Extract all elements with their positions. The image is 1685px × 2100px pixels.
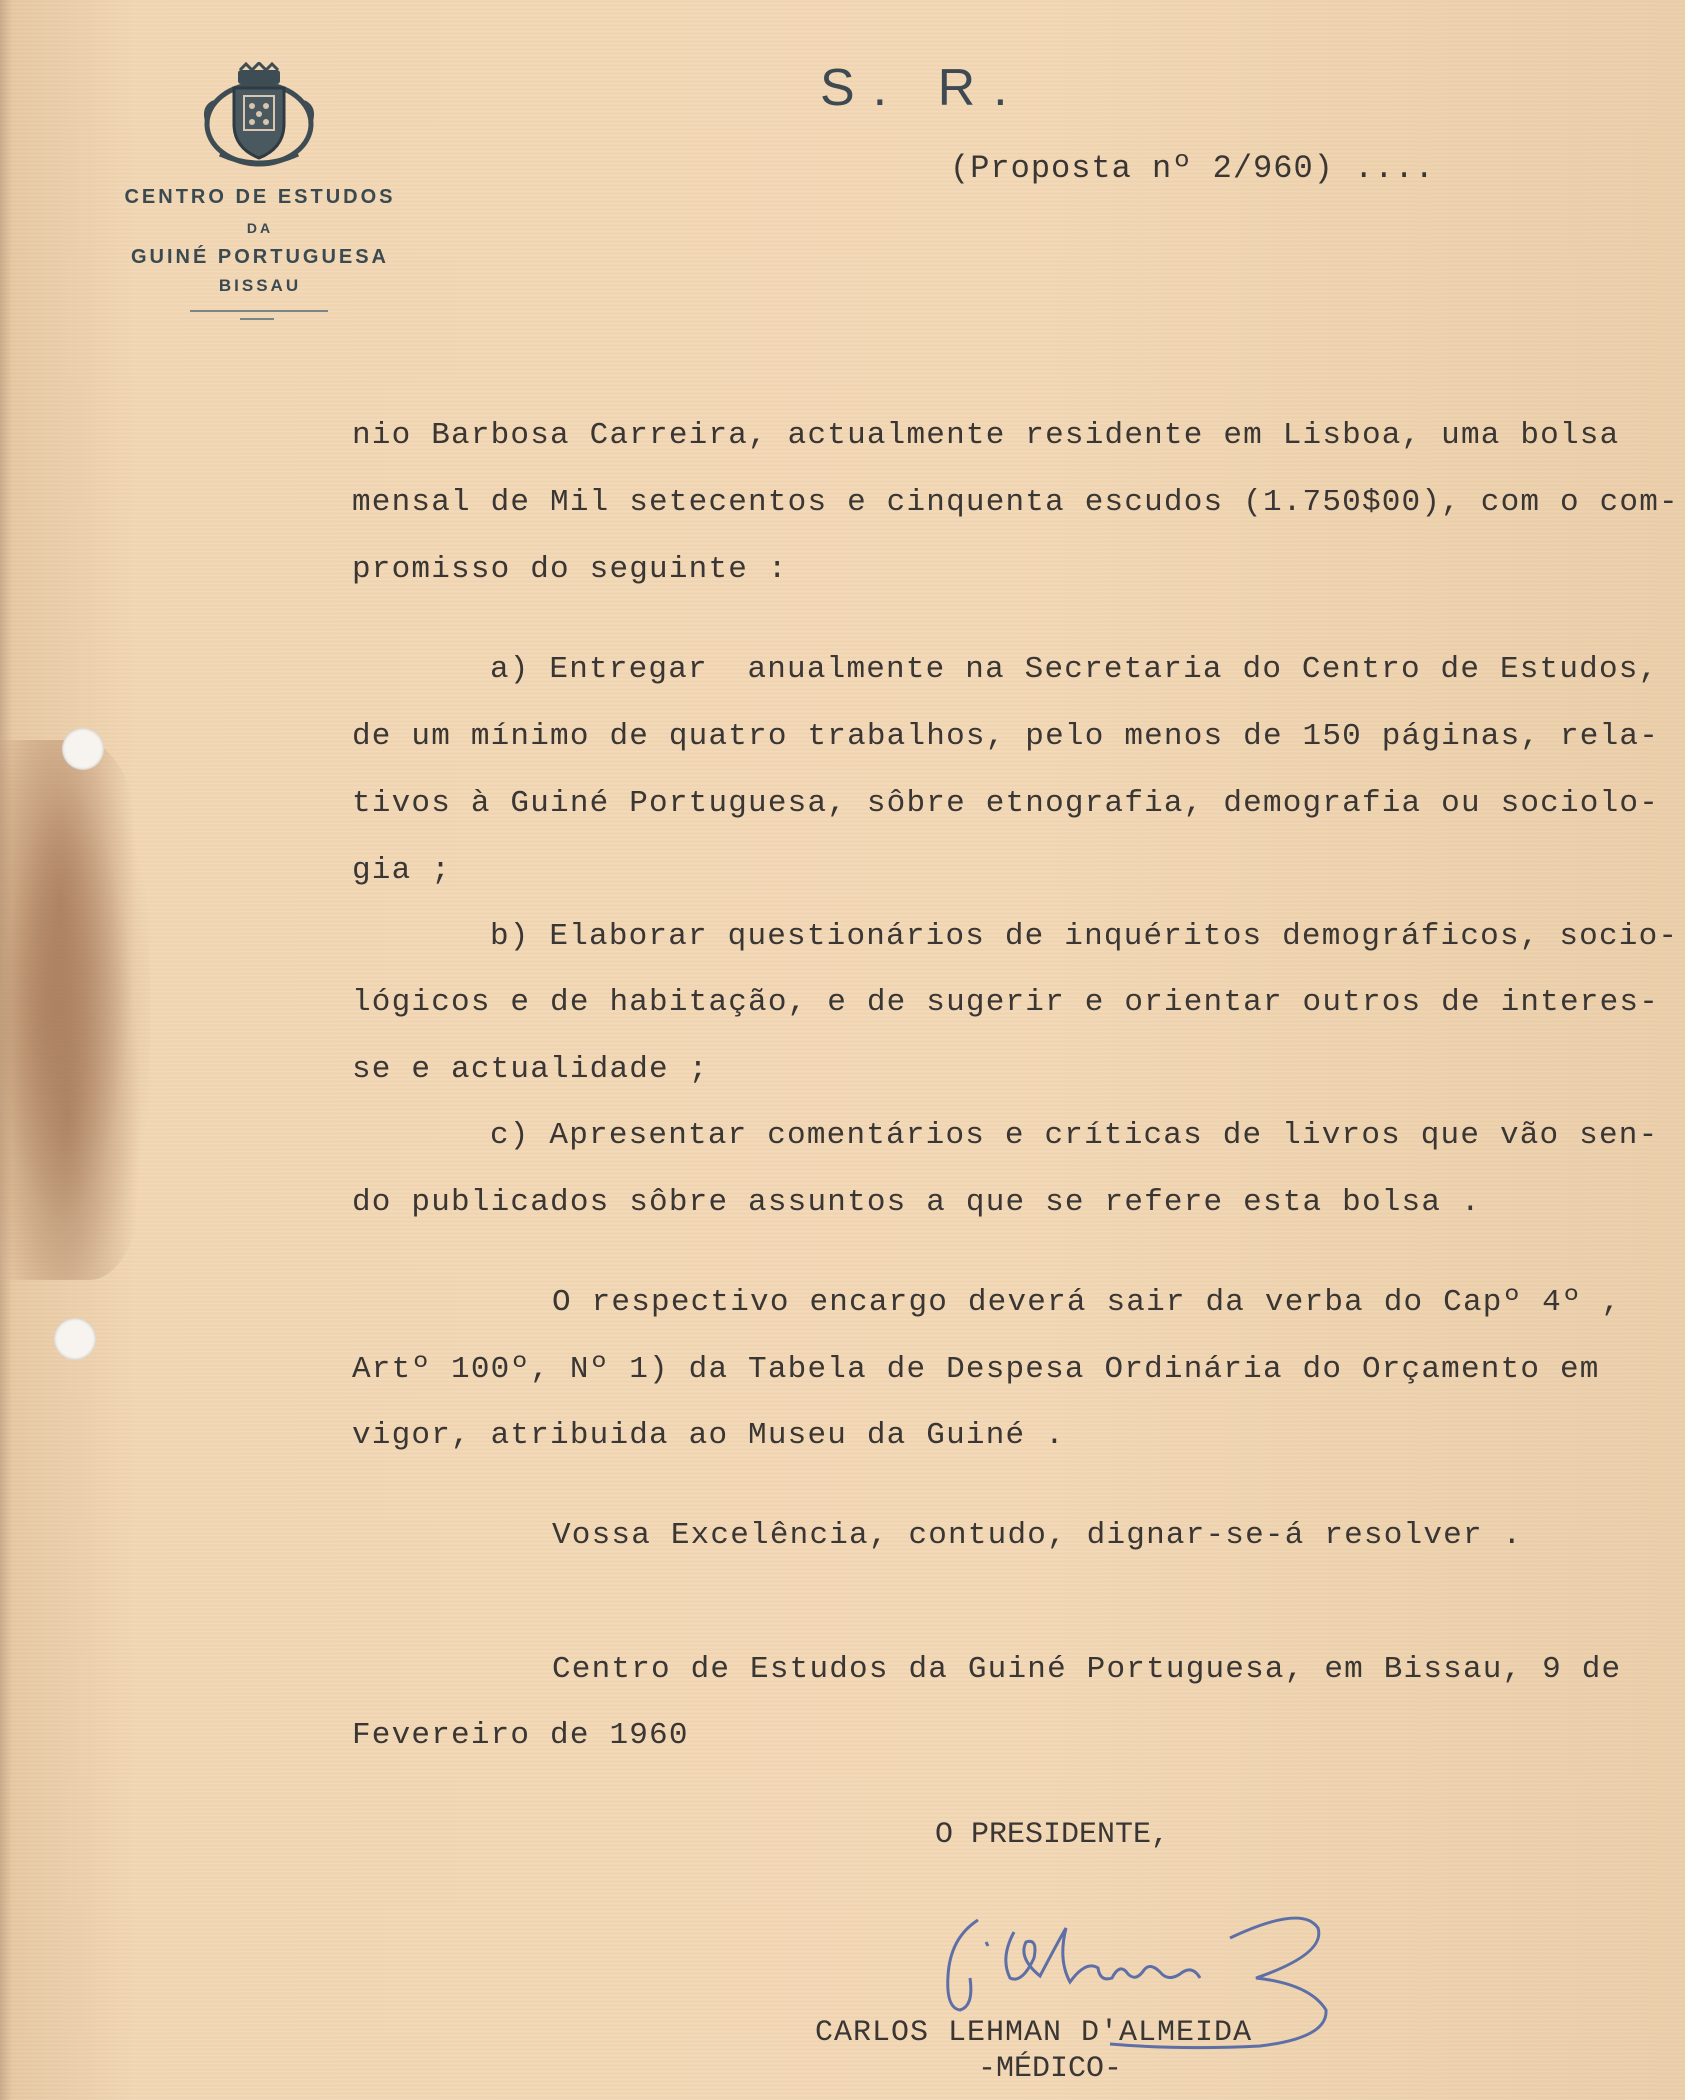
body-line: de um mínimo de quatro trabalhos, pelo menos de 150 páginas, rela- bbox=[352, 719, 1659, 754]
body-line: gia ; bbox=[352, 853, 452, 888]
body-line: mensal de Mil setecentos e cinquenta escudos (1.750$00), com o com- bbox=[352, 485, 1679, 520]
body-line: nio Barbosa Carreira, actualmente residente em Lisboa, uma bolsa bbox=[352, 418, 1620, 453]
letterhead-rule bbox=[190, 310, 328, 312]
body-line: do publicados sôbre assuntos a que se refere esta bolsa . bbox=[352, 1185, 1481, 1220]
letterhead-line-3: GUINÉ PORTUGUESA bbox=[130, 246, 390, 268]
body-line: vigor, atribuida ao Museu da Guiné . bbox=[352, 1418, 1065, 1453]
body-line: promisso do seguinte : bbox=[352, 552, 788, 587]
salutation-sr: S. R. bbox=[820, 59, 1026, 117]
proposal-number: (Proposta nº 2/960) .... bbox=[950, 150, 1435, 187]
body-line: tivos à Guiné Portuguesa, sôbre etnografia, demografia ou sociolo- bbox=[352, 786, 1659, 821]
body-line: se e actualidade ; bbox=[352, 1052, 709, 1087]
punch-hole-top bbox=[62, 728, 104, 770]
body-line: O respectivo encargo deverá sair da verba do Capº 4º , bbox=[552, 1285, 1622, 1320]
body-line: b) Elaborar questionários de inquéritos demográficos, socio- bbox=[490, 919, 1679, 954]
signatory-title: -MÉDICO- bbox=[978, 2052, 1123, 2086]
body-line: lógicos e de habitação, e de sugerir e orientar outros de interes- bbox=[352, 985, 1659, 1020]
signatory-name: CARLOS LEHMAN D'ALMEIDA bbox=[815, 2016, 1253, 2050]
water-stain bbox=[0, 740, 150, 1280]
body-line: Centro de Estudos da Guiné Portuguesa, em Bissau, 9 de bbox=[552, 1652, 1622, 1687]
body-line: a) Entregar anualmente na Secretaria do Centro de Estudos, bbox=[490, 652, 1659, 687]
body-line: c) Apresentar comentários e críticas de livros que vão sen- bbox=[490, 1118, 1659, 1153]
letterhead-dash bbox=[240, 318, 274, 320]
body-line: Artº 100º, Nº 1) da Tabela de Despesa Ordinária do Orçamento em bbox=[352, 1352, 1600, 1387]
body-line: Fevereiro de 1960 bbox=[352, 1718, 689, 1753]
letterhead-line-1: CENTRO DE ESTUDOS bbox=[124, 186, 396, 208]
letterhead-line-2: DA bbox=[246, 220, 274, 236]
coat-of-arms-icon bbox=[200, 62, 318, 170]
body-line: Vossa Excelência, contudo, dignar-se-á resolver . bbox=[552, 1518, 1523, 1553]
letterhead-line-4: BISSAU bbox=[218, 276, 302, 295]
closing-president: O PRESIDENTE, bbox=[935, 1818, 1170, 1852]
punch-hole-bottom bbox=[54, 1318, 96, 1360]
